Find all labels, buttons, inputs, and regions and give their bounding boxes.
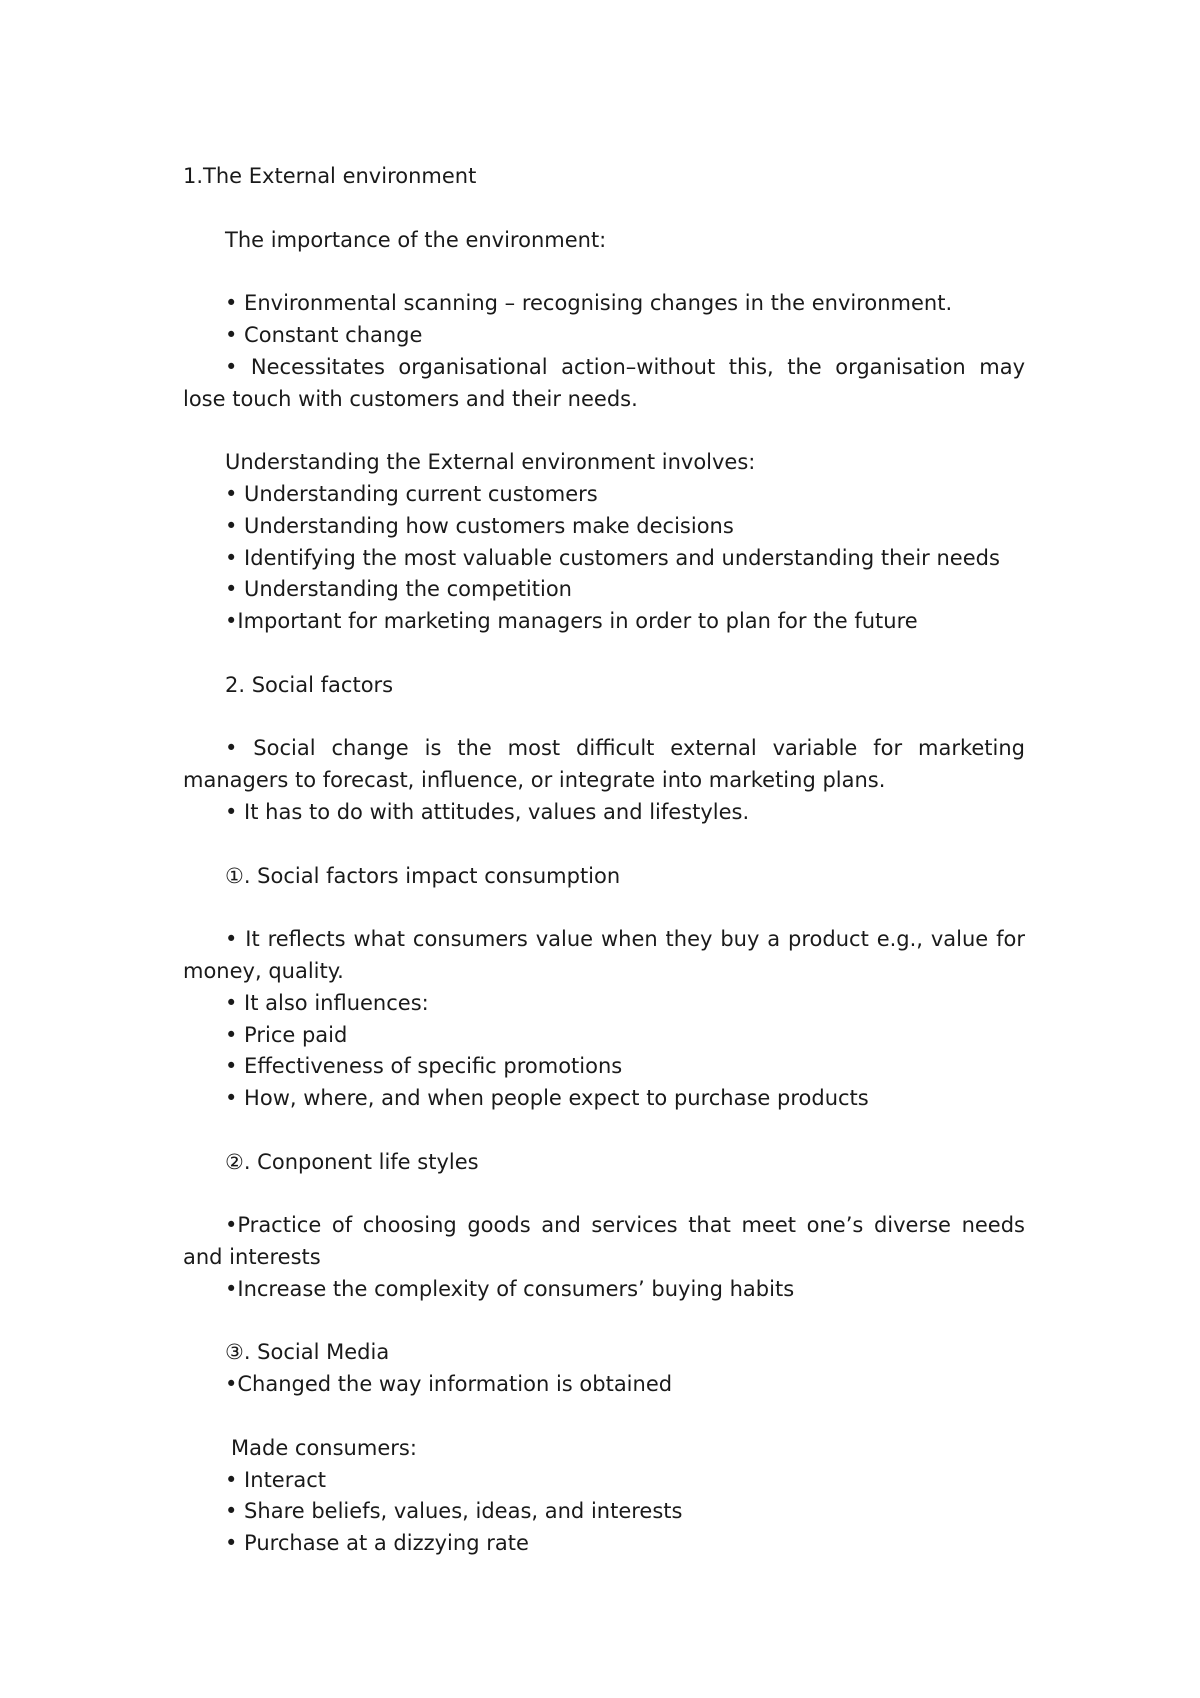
- bullet-purchase-expectations: • How, where, and when people expect to purchase products: [225, 1086, 869, 1111]
- bullet-purchase-rate: • Purchase at a dizzying rate: [225, 1531, 529, 1556]
- spacer: [183, 1179, 1025, 1211]
- subheading-importance: The importance of the environment:: [225, 227, 607, 252]
- subheading-understanding: Understanding the External environment involves:: [225, 450, 756, 475]
- spacer: [183, 1306, 1025, 1338]
- section-heading-social-factors: 2. Social factors: [225, 672, 394, 697]
- bullet-share-beliefs: • Share beliefs, values, ideas, and interests: [225, 1499, 683, 1524]
- bullet-interact: • Interact: [225, 1467, 327, 1492]
- spacer: [183, 702, 1025, 734]
- bullet-customer-decisions: • Understanding how customers make decisions: [225, 513, 734, 538]
- subheading-made-consumers: Made consumers:: [231, 1435, 417, 1460]
- subheading-impact-consumption: ①. Social factors impact consumption: [225, 863, 621, 888]
- bullet-buying-habits: •Increase the complexity of consumers’ buying habits: [225, 1276, 795, 1301]
- bullet-constant-change: • Constant change: [225, 322, 423, 347]
- bullet-price-paid: • Price paid: [225, 1022, 348, 1047]
- subheading-social-media: ③. Social Media: [225, 1340, 390, 1365]
- bullet-environmental-scanning: • Environmental scanning – recognising changes in the environment.: [225, 291, 953, 316]
- bullet-plan-future: •Important for marketing managers in order to plan for the future: [225, 609, 918, 634]
- spacer: [183, 415, 1025, 447]
- bullet-promotions: • Effectiveness of specific promotions: [225, 1054, 623, 1079]
- bullet-consumer-value: • It reflects what consumers value when they buy a product e.g., value for money, quality.: [183, 927, 1025, 983]
- spacer: [183, 1401, 1025, 1433]
- bullet-competition: • Understanding the competition: [225, 577, 572, 602]
- section-heading-external-environment: 1.The External environment: [183, 164, 477, 188]
- bullet-social-change: • Social change is the most difficult external variable for marketing managers to forecast, influence, or integrate into marketing plans.: [183, 736, 1025, 793]
- subheading-life-styles: ②. Conponent life styles: [225, 1149, 479, 1174]
- bullet-organisational-action: • Necessitates organisational action–without this, the organisation may lose touch with customers and their needs.: [183, 354, 1025, 411]
- bullet-attitudes-values: • It has to do with attitudes, values and lifestyles.: [225, 799, 750, 824]
- spacer: [183, 829, 1025, 861]
- spacer: [183, 193, 1025, 225]
- bullet-choosing-goods: •Practice of choosing goods and services that meet one’s diverse needs and interests: [183, 1213, 1025, 1270]
- bullet-information-obtained: •Changed the way information is obtained: [225, 1372, 673, 1397]
- spacer: [183, 1115, 1025, 1147]
- spacer: [183, 256, 1025, 288]
- document-body: [183, 161, 1025, 1560]
- spacer: [183, 638, 1025, 670]
- bullet-also-influences: • It also influences:: [225, 990, 429, 1015]
- spacer: [183, 892, 1025, 924]
- bullet-understanding-customers: • Understanding current customers: [225, 481, 598, 506]
- bullet-valuable-customers: • Identifying the most valuable customers and understanding their needs: [225, 545, 1000, 570]
